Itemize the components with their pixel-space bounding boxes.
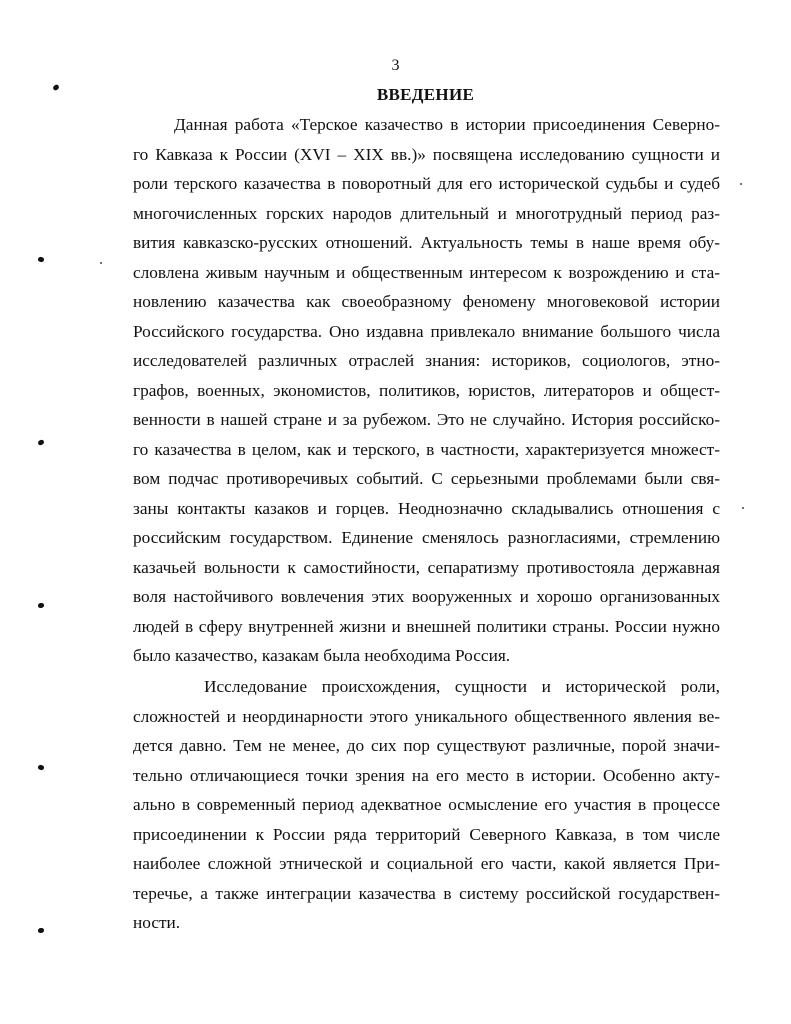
text-line: вития кавказско-русских отношений. Актуальность темы в наше время обу- <box>133 233 720 252</box>
text-line: тельно отличающиеся точки зрения на его место в истории. Особенно акту- <box>133 765 720 785</box>
margin-scan-mark <box>37 764 45 771</box>
text-line: Исследование происхождения, сущности и исторической роли, <box>204 677 720 696</box>
text-line: дется давно. Тем не менее, до сих пор существуют различные, порой значи- <box>133 736 720 755</box>
text-line: вом подчас противоречивых событий. С серьезными проблемами были свя- <box>133 469 720 488</box>
text-line: словлена живым научным и общественным интересом к возрождению и ста- <box>133 262 720 282</box>
scan-speck <box>100 262 102 264</box>
text-line: сложностей и неординарности этого уникального общественного явления ве- <box>133 706 720 726</box>
margin-scan-mark <box>38 928 44 933</box>
text-line: многочисленных горских народов длительный и многотрудный период раз- <box>133 203 720 223</box>
text-line: заны контакты казаков и горцев. Неоднозначно складывались отношения с <box>133 498 720 518</box>
text-line: го казачества в целом, как и терского, в частности, характеризуется множест- <box>133 439 720 459</box>
text-line: роли терского казачества в поворотный для его исторической судьбы и судеб <box>133 174 720 193</box>
text-line: Российского государства. Оно издавна привлекало внимание большого числа <box>133 321 720 341</box>
scan-speck <box>740 183 742 185</box>
page-heading: ВВЕДЕНИЕ <box>376 85 475 104</box>
page-number: 3 <box>391 57 400 74</box>
margin-scan-mark <box>37 439 44 445</box>
text-line: графов, военных, экономистов, политиков, юристов, литераторов и общест- <box>133 380 720 400</box>
text-line: ности. <box>133 913 181 932</box>
paragraph-2 <box>133 672 720 938</box>
margin-scan-mark <box>37 256 44 263</box>
text-line: ально в современный период адекватное осмысление его участия в процессе <box>133 795 720 814</box>
text-line: казачьей вольности к самостийности, сепаратизму противостояла державная <box>133 557 720 577</box>
paragraph-1 <box>133 110 720 671</box>
text-line: присоединении к России ряда территорий Северного Кавказа, в том числе <box>133 824 720 844</box>
text-line: новлению казачества как своеобразному феномену многовековой истории <box>133 292 720 311</box>
text-line: людей в сферу внутренней жизни и внешней политики страны. России нужно <box>133 616 720 636</box>
text-line: Данная работа «Терское казачество в истории присоединения Северно- <box>174 115 720 134</box>
text-line: исследователей различных отраслей знания: историков, социологов, этно- <box>133 351 720 370</box>
text-line: было казачество, казакам была необходима Россия. <box>133 646 511 665</box>
text-line: наиболее сложной этнической и социальной его части, какой является При- <box>133 854 720 873</box>
margin-scan-mark <box>38 603 44 608</box>
text-line: го Кавказа к России (XVI – XIX вв.)» посвящена исследованию сущности и <box>133 144 720 164</box>
text-line: российским государством. Единение сменялось разногласиями, стремлению <box>133 528 720 547</box>
scan-speck <box>742 507 744 509</box>
text-line: воля настойчивого вовлечения этих вооруженных и хорошо организованных <box>133 587 720 606</box>
text-line: теречье, а также интеграции казачества в систему российской государствен- <box>133 883 720 903</box>
text-line: венности в нашей стране и за рубежом. Это не случайно. История российско- <box>133 410 720 429</box>
